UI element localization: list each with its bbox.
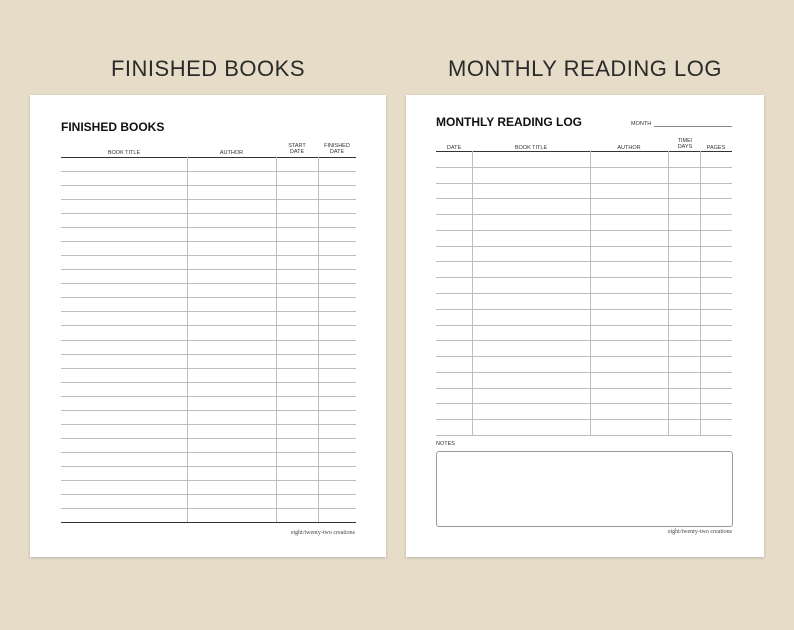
table-row[interactable] bbox=[61, 227, 356, 228]
finished-books-heading: FINISHED BOOKS bbox=[110, 56, 306, 81]
table-row[interactable] bbox=[61, 199, 356, 200]
col-finished-date: FINISHED DATE bbox=[324, 143, 350, 155]
table-row[interactable] bbox=[436, 167, 732, 168]
notes-box[interactable] bbox=[436, 451, 733, 527]
monthly-reading-log-heading: MONTHLY READING LOG bbox=[448, 56, 722, 81]
column-divider bbox=[187, 157, 188, 522]
table-row[interactable] bbox=[61, 213, 356, 214]
table-row[interactable] bbox=[61, 494, 356, 495]
header-rule bbox=[61, 157, 356, 158]
table-row[interactable] bbox=[436, 277, 732, 278]
table-row[interactable] bbox=[61, 438, 356, 439]
table-row[interactable] bbox=[436, 198, 732, 199]
table-row[interactable] bbox=[436, 356, 732, 357]
table-row[interactable] bbox=[61, 368, 356, 369]
monthly-log-sheet bbox=[406, 95, 764, 557]
col-book-title: BOOK TITLE bbox=[107, 150, 141, 156]
table-row[interactable] bbox=[436, 340, 732, 341]
table-row[interactable] bbox=[61, 396, 356, 397]
table-row[interactable] bbox=[436, 214, 732, 215]
table-row[interactable] bbox=[61, 297, 356, 298]
finished-books-sheet bbox=[30, 95, 386, 557]
column-divider bbox=[590, 151, 591, 435]
col-pages: PAGES bbox=[706, 145, 726, 151]
col-author: AUTHOR bbox=[219, 150, 244, 156]
table-row[interactable] bbox=[436, 230, 732, 231]
table-row[interactable] bbox=[61, 283, 356, 284]
table-row[interactable] bbox=[61, 382, 356, 383]
table-row[interactable] bbox=[436, 372, 732, 373]
table-row[interactable] bbox=[61, 410, 356, 411]
table-row[interactable] bbox=[61, 255, 356, 256]
col-book-title: BOOK TITLE bbox=[514, 145, 548, 151]
sheet-title: FINISHED BOOKS bbox=[61, 120, 165, 134]
table-row[interactable] bbox=[436, 246, 732, 247]
column-divider bbox=[472, 151, 473, 435]
table-row[interactable] bbox=[436, 183, 732, 184]
month-label: MONTH bbox=[631, 121, 652, 127]
table-row[interactable] bbox=[436, 435, 732, 436]
column-divider bbox=[276, 157, 277, 522]
table-row[interactable] bbox=[61, 508, 356, 509]
column-divider bbox=[668, 151, 669, 435]
table-row[interactable] bbox=[61, 185, 356, 186]
col-time-days: TIME/ DAYS bbox=[677, 138, 693, 150]
table-row[interactable] bbox=[61, 466, 356, 467]
table-row[interactable] bbox=[61, 354, 356, 355]
table-row[interactable] bbox=[436, 388, 732, 389]
col-author: AUTHOR bbox=[617, 145, 641, 151]
column-divider bbox=[318, 157, 319, 522]
table-row[interactable] bbox=[61, 325, 356, 326]
column-divider bbox=[700, 151, 701, 435]
table-row[interactable] bbox=[61, 241, 356, 242]
table-row[interactable] bbox=[436, 261, 732, 262]
sheet-title: MONTHLY READING LOG bbox=[436, 115, 583, 129]
col-start-date: START DATE bbox=[288, 143, 306, 155]
table-row[interactable] bbox=[61, 269, 356, 270]
header-rule bbox=[436, 151, 732, 152]
table-row[interactable] bbox=[61, 424, 356, 425]
footer-brand: eight/twenty-two creations bbox=[667, 529, 732, 535]
table-row[interactable] bbox=[436, 403, 732, 404]
table-row[interactable] bbox=[61, 480, 356, 481]
table-row bbox=[61, 522, 356, 523]
table-row[interactable] bbox=[61, 340, 356, 341]
table-row[interactable] bbox=[436, 325, 732, 326]
table-row[interactable] bbox=[436, 419, 732, 420]
table-row[interactable] bbox=[61, 452, 356, 453]
table-row[interactable] bbox=[436, 309, 732, 310]
footer-brand: eight/twenty-two creations bbox=[290, 530, 355, 536]
notes-label: NOTES bbox=[436, 441, 455, 447]
month-field-line[interactable] bbox=[654, 126, 732, 127]
table-row[interactable] bbox=[61, 171, 356, 172]
table-row[interactable] bbox=[436, 293, 732, 294]
col-date: DATE bbox=[446, 145, 462, 151]
table-row[interactable] bbox=[61, 311, 356, 312]
